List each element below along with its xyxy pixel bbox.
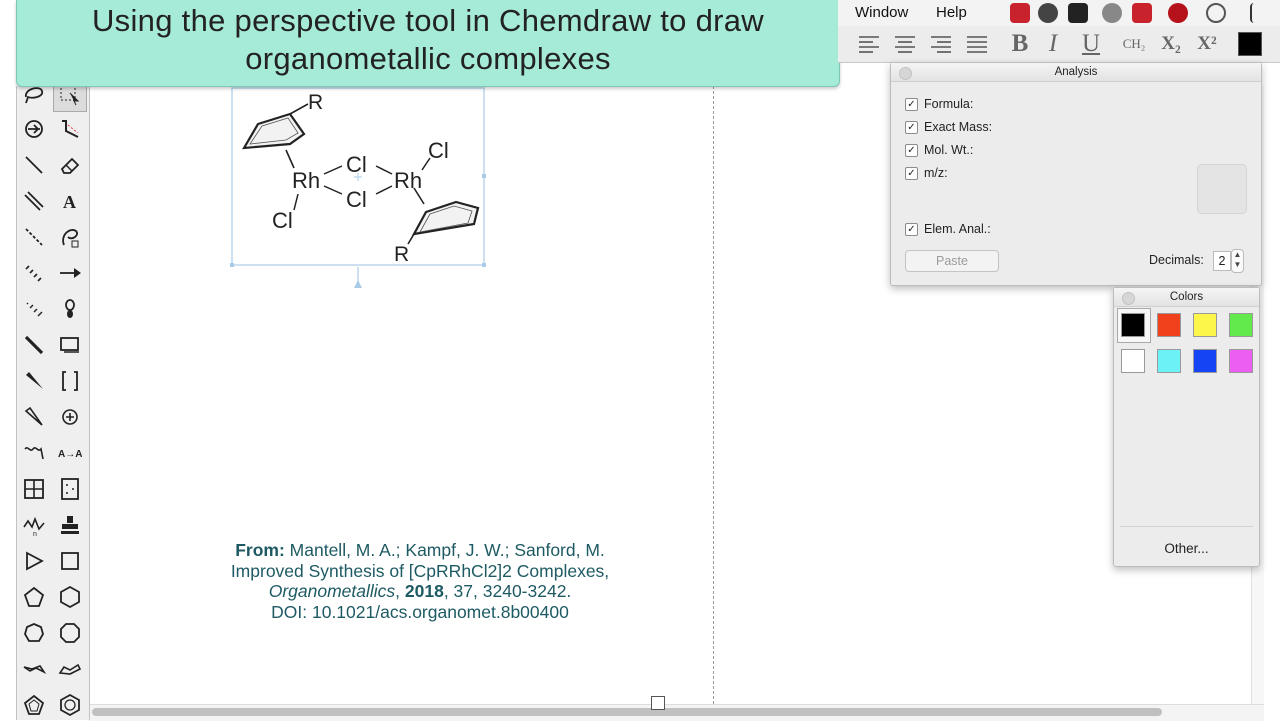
- mz-label: m/z:: [924, 166, 948, 180]
- colors-close-icon[interactable]: [1122, 292, 1135, 305]
- creative-cloud-icon[interactable]: [1038, 3, 1058, 23]
- cp-ring-bottom: [414, 202, 478, 234]
- time-machine-icon[interactable]: [1206, 3, 1226, 23]
- cl-terminal-right-label: Cl: [428, 138, 449, 163]
- table-tool-icon[interactable]: [17, 472, 51, 506]
- italic-button[interactable]: I: [1048, 30, 1058, 57]
- underline-button[interactable]: U: [1081, 30, 1101, 57]
- globe-icon[interactable]: [1102, 3, 1122, 23]
- antivirus-shield-icon[interactable]: [1132, 3, 1152, 23]
- superscript-button[interactable]: X²: [1197, 33, 1217, 54]
- arrow-tool-icon[interactable]: [53, 256, 87, 290]
- align-right-icon[interactable]: [928, 30, 954, 58]
- formula-label: Formula:: [924, 97, 974, 111]
- mz-checkbox-row[interactable]: [905, 166, 948, 180]
- colors-panel: [1113, 287, 1260, 567]
- r-group-top-label: R: [308, 91, 324, 114]
- mol-wt-label: Mol. Wt.:: [924, 143, 974, 157]
- text-color-picker[interactable]: [1238, 32, 1262, 56]
- decimals-stepper[interactable]: ▲ ▼: [1231, 249, 1244, 273]
- citation-title: Improved Synthesis of [CpRRhCl2]2 Complexes,: [230, 560, 610, 581]
- cyclohexane-tool-icon[interactable]: [53, 580, 87, 614]
- window-menu[interactable]: Window: [855, 4, 909, 21]
- page-boundary-divider: [713, 86, 714, 704]
- pen-tool-icon[interactable]: [53, 220, 87, 254]
- citation-text[interactable]: From: Mantell, M. A.; Kampf, J. W.; Sanford, M. Improved Synthesis of [CpRRhCl2]2 Complexes, Organometallics, 2018, 37, 3240-3242. DOI: 10.1021/acs.organomet.8b00400: [180, 540, 660, 622]
- cp-ring-top: [244, 114, 304, 148]
- paste-button[interactable]: Paste: [905, 250, 999, 272]
- elem-anal-label: Elem. Anal.:: [924, 222, 991, 236]
- rhodium-dimer-structure[interactable]: [228, 86, 490, 292]
- horizontal-scroll-thumb[interactable]: [92, 708, 1162, 716]
- brackets-tool-icon[interactable]: [53, 364, 87, 398]
- mapping-tool-icon[interactable]: [53, 436, 87, 470]
- window-edge: [1264, 62, 1280, 720]
- exact-mass-label: Exact Mass:: [924, 120, 993, 134]
- page-resize-handle[interactable]: [651, 696, 665, 710]
- citation-journal: Organometallics: [268, 581, 396, 601]
- decimals-label: Decimals:: [1149, 253, 1204, 267]
- wedged-hash-bond-tool-icon[interactable]: [17, 292, 51, 326]
- other-colors-button[interactable]: Other...: [1164, 541, 1209, 556]
- bluetooth-icon[interactable]: [1250, 3, 1262, 23]
- drawing-elements-tool-icon[interactable]: [53, 328, 87, 362]
- benzene-tool-icon[interactable]: [53, 688, 87, 722]
- menu-bar: [838, 0, 1280, 27]
- citation-doi: DOI: 10.1021/acs.organomet.8b00400: [271, 601, 569, 622]
- bi-app-icon[interactable]: [1068, 3, 1088, 23]
- spectrum-tool-icon[interactable]: [17, 508, 51, 542]
- color-swatch-magenta[interactable]: [1229, 349, 1253, 373]
- cl-bridge-bottom-label: Cl: [346, 187, 367, 212]
- eraser-tool-icon[interactable]: [53, 148, 87, 182]
- text-tool-icon[interactable]: [53, 184, 87, 218]
- chemical-formula-button[interactable]: CH₂: [1122, 36, 1146, 51]
- colors-panel-title: Colors: [1114, 288, 1259, 307]
- screen-recorder-icon[interactable]: [1010, 3, 1030, 23]
- color-swatch-green[interactable]: [1229, 313, 1253, 337]
- mol-wt-checkbox-row[interactable]: [905, 143, 973, 157]
- citation-volume-pages: , 37, 3240-3242.: [443, 581, 572, 601]
- citation-authors: Mantell, M. A.; Kampf, J. W.; Sanford, M.: [289, 540, 605, 560]
- color-swatch-red[interactable]: [1157, 313, 1181, 337]
- rh-atom-left-label: Rh: [292, 168, 321, 193]
- mol-wt-checkbox[interactable]: ✓: [905, 144, 918, 157]
- align-center-icon[interactable]: [892, 30, 918, 58]
- elem-anal-checkbox-row[interactable]: [905, 222, 991, 236]
- cl-terminal-left-label: Cl: [272, 208, 293, 233]
- video-caption-banner: [16, 0, 840, 87]
- tlc-plate-tool-icon[interactable]: [53, 472, 87, 506]
- svg-text:A→A: A→A: [58, 449, 82, 460]
- wedge-bond-tool-icon[interactable]: [17, 364, 51, 398]
- bold-bond-tool-icon[interactable]: [17, 328, 51, 362]
- svg-text:n: n: [33, 531, 37, 537]
- exact-mass-checkbox[interactable]: ✓: [905, 121, 918, 134]
- formula-checkbox[interactable]: ✓: [905, 98, 918, 111]
- caption-line-1: Using the perspective tool in Chemdraw to draw: [91, 3, 764, 38]
- cyclooctane-tool-icon[interactable]: [53, 616, 87, 650]
- citation-year: 2018: [404, 581, 444, 601]
- cyclopropane-tool-icon[interactable]: [17, 544, 51, 578]
- cycloheptane-tool-icon[interactable]: [17, 616, 51, 650]
- cyclopentadiene-tool-icon[interactable]: [17, 688, 51, 722]
- elem-anal-checkbox[interactable]: ✓: [905, 223, 918, 236]
- analysis-close-icon[interactable]: [899, 67, 912, 80]
- exact-mass-checkbox-row[interactable]: [905, 120, 992, 134]
- r-group-bottom-label: R: [394, 243, 410, 266]
- caption-line-2: organometallic complexes: [245, 41, 611, 76]
- analysis-panel: [890, 62, 1262, 286]
- citation-from-label: From:: [235, 540, 285, 560]
- mz-checkbox[interactable]: ✓: [905, 167, 918, 180]
- bold-button[interactable]: B: [1011, 30, 1029, 57]
- orbital-tool-icon[interactable]: [53, 292, 87, 326]
- chain-tool-icon[interactable]: [53, 112, 87, 146]
- svg-text:A: A: [63, 192, 76, 212]
- color-swatch-black[interactable]: [1121, 313, 1145, 337]
- cl-bridge-top-label: Cl: [346, 152, 367, 177]
- chair-cyclohexane-1-tool-icon[interactable]: [17, 652, 51, 686]
- media-app-icon[interactable]: [1168, 3, 1188, 23]
- formula-checkbox-row[interactable]: [905, 97, 973, 111]
- justify-icon[interactable]: [964, 30, 990, 58]
- solid-bond-tool-icon[interactable]: [17, 148, 51, 182]
- drag-drop-well[interactable]: [1197, 164, 1247, 214]
- templates-tool-icon[interactable]: [53, 508, 87, 542]
- cyclobutane-tool-icon[interactable]: [53, 544, 87, 578]
- charge-tool-icon[interactable]: [53, 400, 87, 434]
- dashed-bond-tool-icon[interactable]: [17, 220, 51, 254]
- color-swatch-blue[interactable]: [1193, 349, 1217, 373]
- align-left-icon[interactable]: [856, 30, 882, 58]
- help-menu[interactable]: Help: [936, 4, 967, 21]
- wavy-bond-tool-icon[interactable]: [17, 436, 51, 470]
- analysis-panel-title: Analysis: [891, 63, 1261, 82]
- color-swatch-yellow[interactable]: [1193, 313, 1217, 337]
- chair-cyclohexane-2-tool-icon[interactable]: [53, 652, 87, 686]
- colors-divider: [1120, 526, 1253, 527]
- decimals-input[interactable]: 2: [1213, 251, 1231, 271]
- hollow-wedge-bond-tool-icon[interactable]: [17, 400, 51, 434]
- subscript-button[interactable]: X₂: [1161, 33, 1181, 54]
- color-swatch-cyan[interactable]: [1157, 349, 1181, 373]
- rotate-3d-tool-icon[interactable]: [17, 112, 51, 146]
- color-swatch-white[interactable]: [1121, 349, 1145, 373]
- double-bond-tool-icon[interactable]: [17, 184, 51, 218]
- hashed-bond-tool-icon[interactable]: [17, 256, 51, 290]
- tool-palette: [16, 86, 90, 720]
- cyclopentane-tool-icon[interactable]: [17, 580, 51, 614]
- text-formatting-toolbar: [838, 26, 1280, 63]
- rh-atom-right-label: Rh: [394, 168, 423, 193]
